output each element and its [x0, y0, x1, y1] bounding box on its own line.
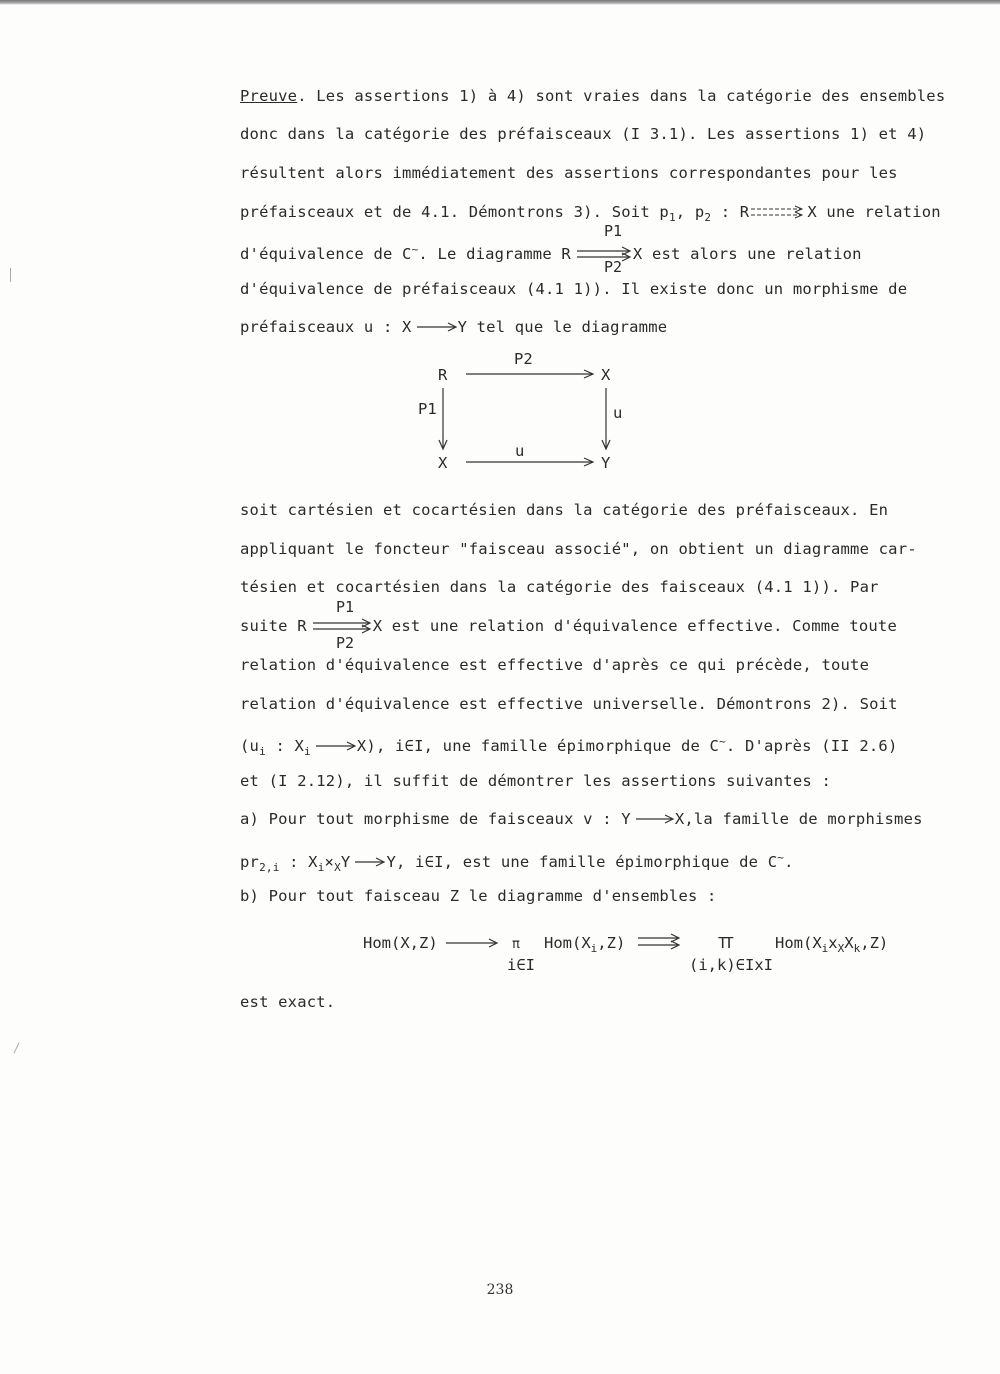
square-bottom-label: u — [515, 442, 525, 460]
double-arrow-icon — [309, 619, 375, 633]
square-top-arrow — [464, 368, 604, 380]
text-line: est exact. — [240, 993, 336, 1011]
text-line: et (I 2.12), il suffit de démontrer les assertions suivantes : — [240, 772, 831, 790]
arrow-label-p2: P2 — [336, 634, 355, 652]
square-left-arrow — [436, 386, 450, 456]
text-line: b) Pour tout faisceau Z le diagramme d'ensembles : — [240, 887, 717, 905]
square-right-arrow — [599, 386, 613, 456]
arrow-label-p1: P1 — [336, 598, 355, 616]
arrow-label-p1: P1 — [604, 222, 623, 240]
scan-top-edge — [0, 0, 1000, 5]
right-arrow-icon — [353, 856, 389, 868]
product-index: (i,k)∈IxI — [689, 956, 773, 974]
text-line: appliquant le foncteur "faisceau associé", on obtient un diagramme car- — [240, 540, 917, 558]
arrow-label-p2: P2 — [604, 258, 623, 276]
right-arrow-icon — [634, 813, 678, 825]
square-bottom-arrow — [464, 456, 604, 468]
text-line: tésien et cocartésien dans la catégorie des faisceaux (4.1 1)). Par — [240, 578, 879, 596]
page-number: 238 — [486, 1282, 514, 1298]
text-line: soit cartésien et cocartésien dans la catégorie des préfaisceaux. En — [240, 501, 889, 519]
proof-heading: Preuve — [240, 87, 298, 105]
text-line: $pr_{2,i}$ : $X_i\times_XY$ Y, i∈I, est une famille épimorphique de C~. — [240, 851, 794, 874]
text-line: ($u_i$ : $X_i$ X), i∈I, une famille épimorphique de C~. D'après (II 2.6) — [240, 735, 898, 758]
text-line: préfaisceaux et de 4.1. Démontrons 3). Soit $p_1$, $p_2$ : R X une relation — [240, 203, 941, 224]
right-arrow-icon — [444, 937, 504, 949]
square-bottom-right: Y — [601, 454, 611, 472]
text-line: préfaisceaux u : X Y tel que le diagramme — [240, 318, 668, 336]
square-top-label: P2 — [514, 350, 533, 368]
double-arrow-icon — [636, 934, 684, 950]
text-line: donc dans la catégorie des préfaisceaux (I 3.1). Les assertions 1) et 4) — [240, 125, 927, 143]
text-line: suite R X est une relation d'équivalence effective. Comme toute — [240, 617, 897, 635]
right-arrow-icon — [314, 740, 360, 752]
text-line: relation d'équivalence est effective d'après ce qui précède, toute — [240, 656, 870, 674]
right-arrow-icon — [415, 321, 461, 333]
product-symbol: TT — [718, 934, 731, 952]
text-line: a) Pour tout morphisme de faisceaux v : Y X,la famille de morphismes — [240, 810, 923, 828]
seq-term-1: Hom(X,Z) — [363, 934, 438, 952]
scan-mark — [10, 268, 11, 282]
double-arrow-icon — [749, 205, 807, 219]
text-line: d'équivalence de préfaisceaux (4.1 1)). Il existe donc un morphisme de — [240, 280, 908, 298]
seq-term-3: $Hom(X_ix_XX_k,Z)$ — [775, 934, 889, 955]
text-line: relation d'équivalence est effective universelle. Démontrons 2). Soit — [240, 695, 898, 713]
product-symbol: π — [512, 937, 520, 952]
square-top-left: R — [438, 366, 448, 384]
product-index: i∈I — [507, 956, 535, 974]
square-right-label: u — [613, 404, 623, 422]
seq-term-2: $Hom(X_i,Z)$ — [544, 934, 626, 955]
text-line: d'équivalence de C~. Le diagramme R X est alors une relation — [240, 243, 862, 263]
square-top-right: X — [601, 366, 611, 384]
text-line: Preuve. Les assertions 1) à 4) sont vraies dans la catégorie des ensembles — [240, 87, 946, 105]
square-left-label: P1 — [418, 400, 437, 418]
square-bottom-left: X — [438, 454, 448, 472]
scan-mark — [14, 1042, 20, 1053]
text-line: résultent alors immédiatement des assertions correspondantes pour les — [240, 164, 898, 182]
